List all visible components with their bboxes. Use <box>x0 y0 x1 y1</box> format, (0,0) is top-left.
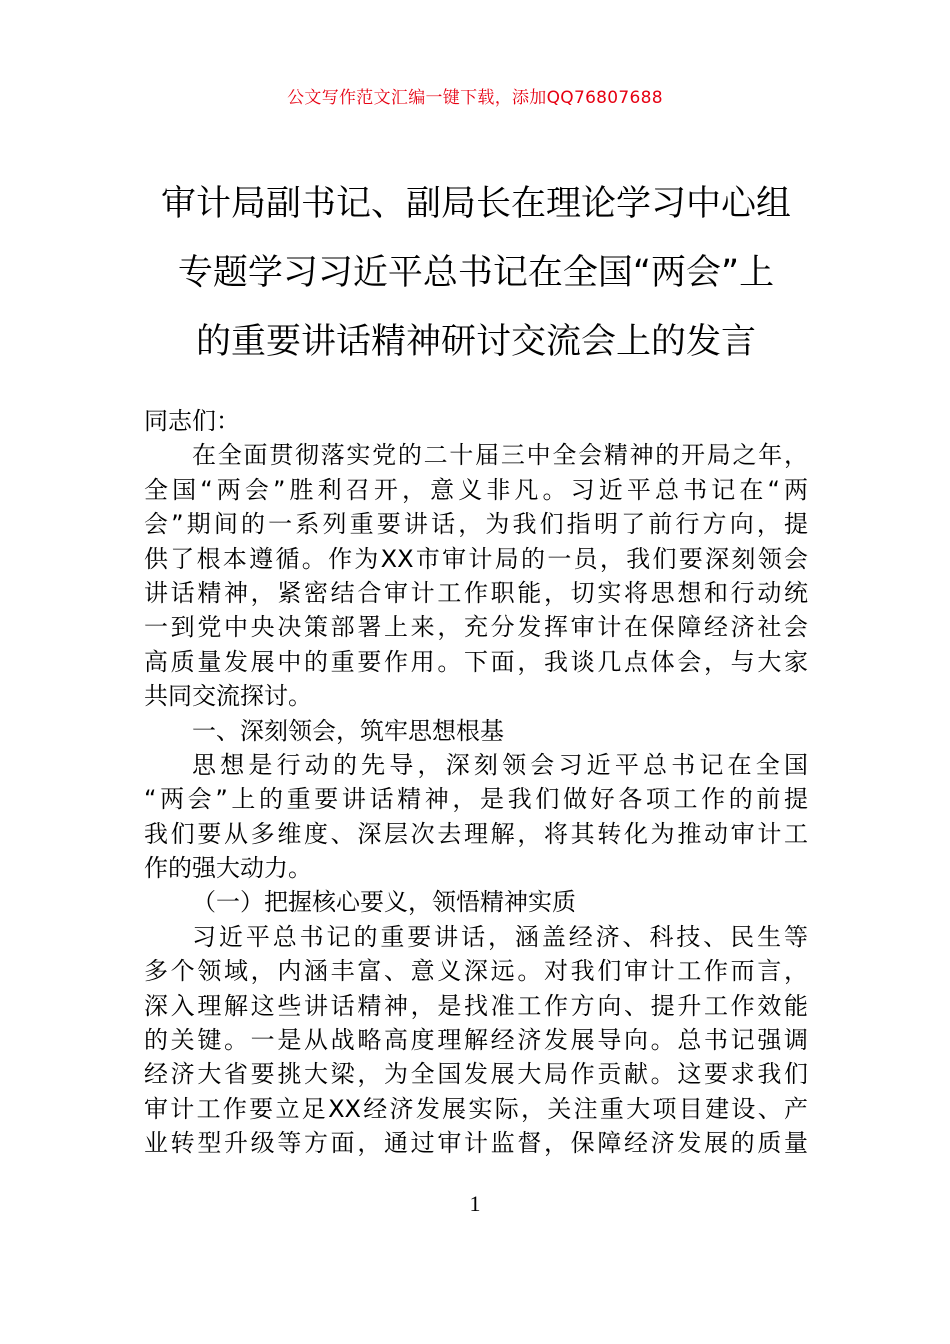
paragraph-line: 的关键。一是从战略高度理解经济发展导向。总书记强调 <box>144 1026 808 1055</box>
title-line: 专题学习习近平总书记在全国“两会”上 <box>177 253 775 293</box>
paragraph-line: 思想是行动的先导，深刻领会习近平总书记在全国 <box>192 750 808 779</box>
paragraph-line: 经济大省要挑大梁，为全国发展大局作贡献。这要求我们 <box>144 1060 808 1089</box>
title-line: 的重要讲话精神研讨交流会上的发言 <box>195 322 756 362</box>
paragraph-line: 共同交流探讨。 <box>144 682 312 711</box>
download-watermark: 公文写作范文汇编一键下载，添加QQ76807688 <box>287 88 663 108</box>
paragraph-line: 高质量发展中的重要作用。下面，我谈几点体会，与大家 <box>144 647 808 676</box>
page-number: 1 <box>469 1191 481 1216</box>
paragraph-line: 会”期间的一系列重要讲话，为我们指明了前行方向，提 <box>144 510 808 539</box>
paragraph-line: 我们要从多维度、深层次去理解，将其转化为推动审计工 <box>144 819 808 848</box>
document-title <box>120 170 832 377</box>
paragraph-line: 业转型升级等方面，通过审计监督，保障经济发展的质量 <box>144 1129 808 1158</box>
section-heading: 一、深刻领会，筑牢思想根基 <box>192 716 504 745</box>
paragraph-line: 深入理解这些讲话精神，是找准工作方向、提升工作效能 <box>144 991 808 1020</box>
subsection-heading: （一）把握核心要义，领悟精神实质 <box>192 888 576 917</box>
title-line: 审计局副书记、副局长在理论学习中心组 <box>160 184 791 224</box>
paragraph-line: 一到党中央决策部署上来，充分发挥审计在保障经济社会 <box>144 613 808 642</box>
paragraph-line: 全国“两会”胜利召开，意义非凡。习近平总书记在“两 <box>144 475 808 504</box>
salutation: 同志们： <box>144 407 240 435</box>
paragraph-line: 审计工作要立足XX经济发展实际，关注重大项目建设、产 <box>144 1094 808 1123</box>
paragraph-line: “两会”上的重要讲话精神，是我们做好各项工作的前提 <box>144 785 808 814</box>
document-body <box>144 404 808 1161</box>
paragraph-line: 在全面贯彻落实党的二十届三中全会精神的开局之年， <box>192 441 808 470</box>
paragraph-line: 多个领域，内涵丰富、意义深远。对我们审计工作而言， <box>144 957 808 986</box>
paragraph-line: 供了根本遵循。作为XX市审计局的一员，我们要深刻领会 <box>144 544 808 573</box>
paragraph-line: 讲话精神，紧密结合审计工作职能，切实将思想和行动统 <box>144 578 808 607</box>
paragraph-line: 作的强大动力。 <box>144 854 312 883</box>
paragraph-line: 习近平总书记的重要讲话，涵盖经济、科技、民生等 <box>192 922 808 951</box>
